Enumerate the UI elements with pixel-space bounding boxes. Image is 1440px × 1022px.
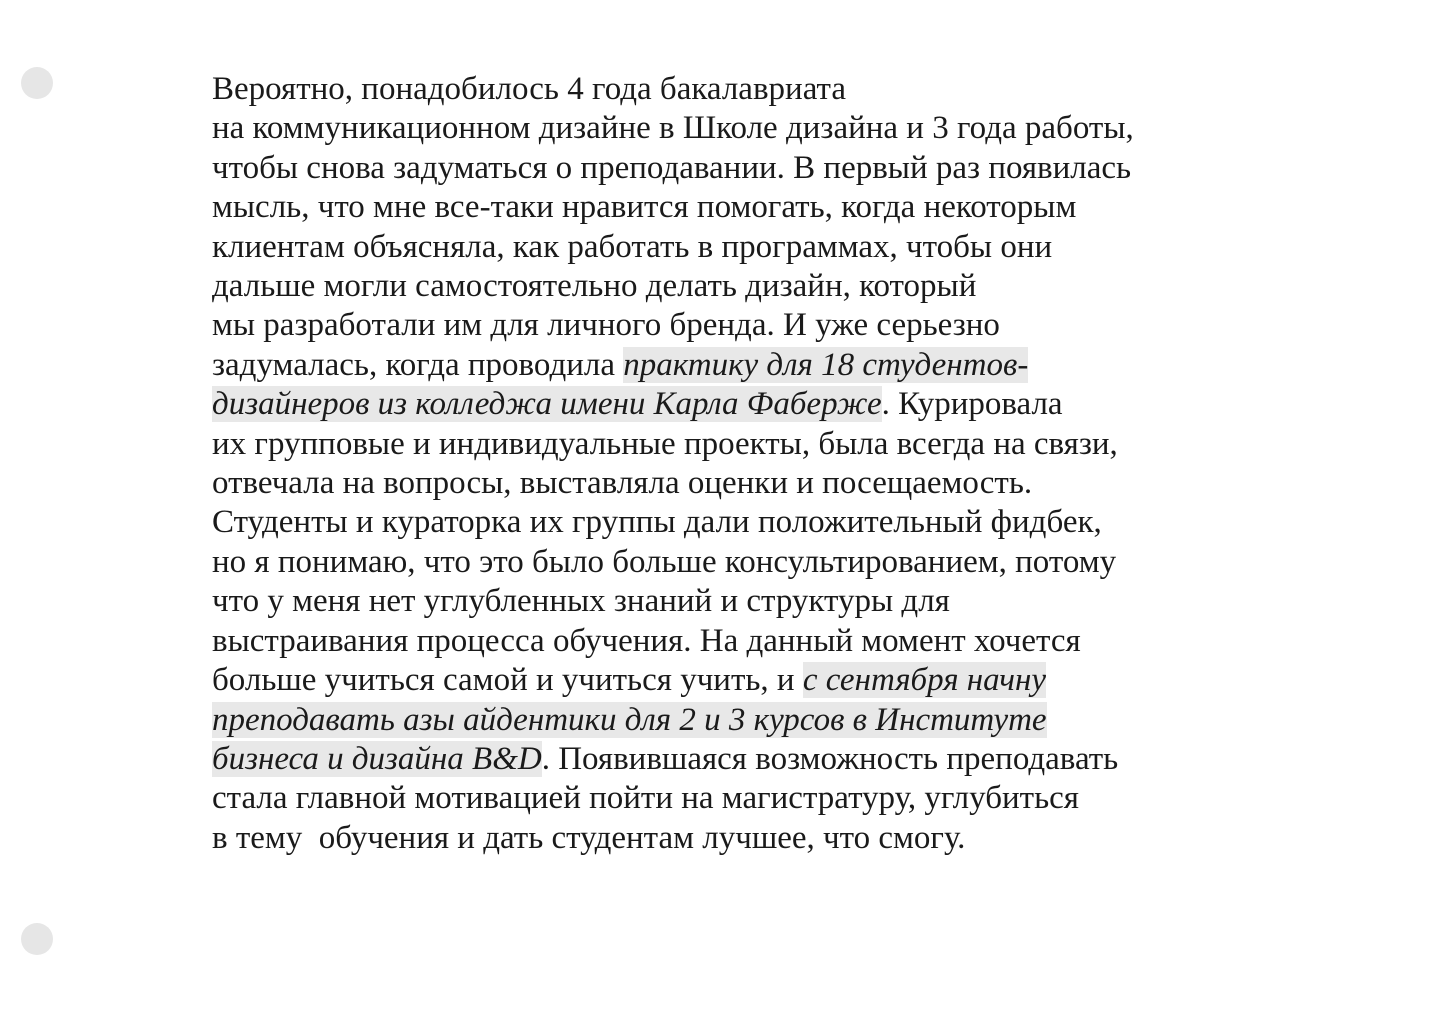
text-line bbox=[212, 779, 1352, 818]
text-segment: чтобы снова задуматься о преподавании. В первый раз появилась bbox=[212, 149, 1132, 186]
text-line bbox=[212, 740, 1352, 779]
text-line bbox=[212, 188, 1352, 227]
highlighted-text: бизнеса и дизайна B&D bbox=[212, 740, 542, 777]
text-segment: мысль, что мне все-таки нравится помогать, когда некоторым bbox=[212, 189, 1077, 226]
highlighted-text: практику для 18 студентов- bbox=[623, 346, 1029, 383]
text-segment: . Курировала bbox=[881, 386, 1063, 423]
text-line bbox=[212, 819, 1352, 858]
binder-hole-bottom bbox=[21, 923, 53, 955]
text-line bbox=[212, 425, 1352, 464]
text-segment: Вероятно, понадобилось 4 года бакалавриата bbox=[212, 71, 846, 107]
text-segment: их групповые и индивидуальные проекты, была всегда на связи, bbox=[212, 425, 1118, 462]
text-segment: больше учиться самой и учиться учить, и bbox=[212, 662, 803, 699]
text-line bbox=[212, 385, 1352, 424]
text-segment: клиентам объясняла, как работать в программах, чтобы они bbox=[212, 228, 1053, 265]
binder-hole-top bbox=[21, 67, 53, 99]
text-line bbox=[212, 464, 1352, 503]
text-segment: Студенты и кураторка их группы дали положительный фидбек, bbox=[212, 504, 1102, 541]
text-segment: но я понимаю, что это было больше консультированием, потому bbox=[212, 543, 1117, 580]
highlighted-text: с сентября начну bbox=[802, 662, 1046, 699]
text-segment: на коммуникационном дизайне в Школе дизайна и 3 года работы, bbox=[212, 110, 1134, 147]
text-line bbox=[212, 622, 1352, 661]
text-line bbox=[212, 267, 1352, 306]
text-line bbox=[212, 70, 1352, 109]
text-line bbox=[212, 582, 1352, 621]
text-segment: отвечала на вопросы, выставляла оценки и посещаемость. bbox=[212, 465, 1033, 502]
text-line bbox=[212, 661, 1352, 700]
text-line bbox=[212, 346, 1352, 385]
highlighted-text: дизайнеров из колледжа имени Карла Фаберже bbox=[212, 386, 882, 423]
text-segment: мы разработали им для личного бренда. И уже серьезно bbox=[212, 307, 1000, 344]
text-segment: стала главной мотивацией пойти на магистратуру, углубиться bbox=[212, 780, 1079, 817]
text-segment: дальше могли самостоятельно делать дизайн, который bbox=[212, 268, 977, 305]
text-line bbox=[212, 228, 1352, 267]
text-line bbox=[212, 503, 1352, 542]
text-segment: . Появившаяся возможность преподавать bbox=[541, 740, 1119, 777]
text-segment: задумалась, когда проводила bbox=[212, 346, 624, 383]
highlighted-text: преподавать азы айдентики для 2 и 3 курсов в Институте bbox=[212, 701, 1047, 738]
body-paragraph bbox=[212, 70, 1352, 858]
text-segment: выстраивания процесса обучения. На данный момент хочется bbox=[212, 622, 1081, 659]
text-segment: что у меня нет углубленных знаний и структуры для bbox=[212, 583, 950, 620]
text-line bbox=[212, 306, 1352, 345]
text-segment: в тему обучения и дать студентам лучшее, что смогу. bbox=[212, 819, 966, 856]
text-line bbox=[212, 701, 1352, 740]
text-line bbox=[212, 149, 1352, 188]
text-line bbox=[212, 543, 1352, 582]
text-line bbox=[212, 109, 1352, 148]
